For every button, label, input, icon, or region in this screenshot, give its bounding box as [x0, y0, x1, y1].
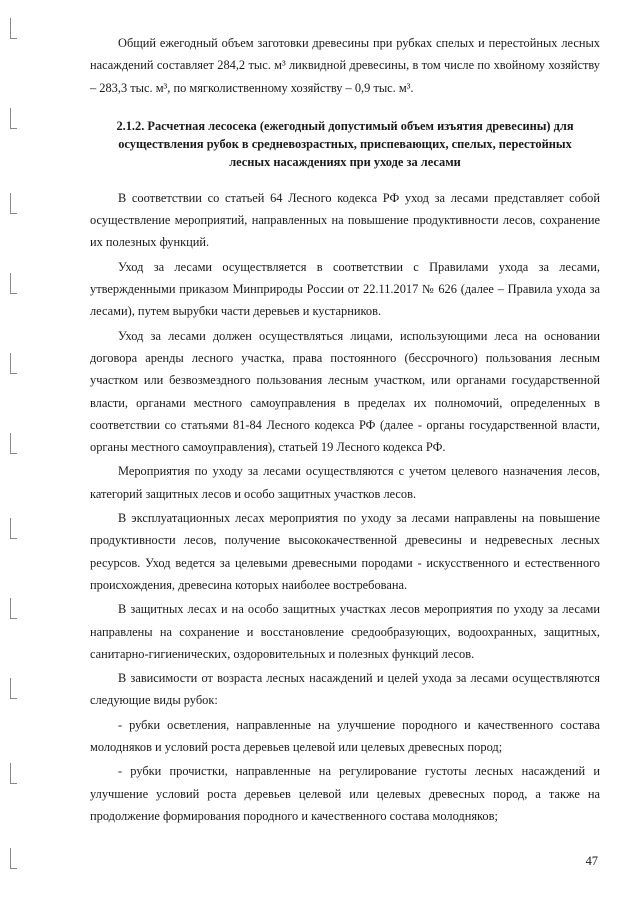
- body-paragraph: В эксплуатационных лесах мероприятия по уходу за лесами направлены на повышение продуктивности лесов, получение высококачественной древесины и недревесных лесных ресурсов. Уход ведется за целевыми древесными породами - искусственного и естественного происхождения, древесина которых наиболее востребована.: [90, 511, 600, 592]
- body-paragraph: В соответствии со статьей 64 Лесного кодекса РФ уход за лесами представляет собой осуществление мероприятий, направленных на повышение продуктивности лесов, сохранение их полезных функций.: [90, 190, 600, 250]
- body-paragraph: В зависимости от возраста лесных насаждений и целей ухода за лесами осуществляются следующие виды рубок:: [90, 671, 600, 708]
- margin-mark: [10, 598, 17, 619]
- margin-mark: [10, 518, 17, 539]
- body-paragraph: В защитных лесах и на особо защитных участках лесов мероприятия по уходу за лесами направлены на сохранение и восстановление средообразующих, водоохранных, защитных, санитарно-гигиенических, оздоровительных и полезных функций лесов.: [90, 602, 600, 661]
- margin-mark: [10, 678, 17, 699]
- margin-mark: [10, 433, 17, 454]
- margin-mark: [10, 18, 17, 39]
- margin-mark: [10, 848, 17, 869]
- list-item: - рубки осветления, направленные на улучшение породного и качественного состава молодняков и условий роста деревьев целевой или целевых древесных пород;: [90, 717, 600, 755]
- body-paragraph: Уход за лесами осуществляется в соответствии с Правилами ухода за лесами, утвержденными приказом Минприроды России от 22.11.2017 № 626 (далее – Правила ухода за лесами), путем вырубки части деревьев и кустарников.: [90, 259, 600, 319]
- intro-paragraph: Общий ежегодный объем заготовки древесины при рубках спелых и перестойных лесных насаждений составляет 284,2 тыс. м³ ликвидной древесины, в том числе по хвойному хозяйству – 283,3 тыс. м³, по мягколиственному хозяйству – 0,9 тыс. м³.: [90, 36, 600, 95]
- margin-mark: [10, 273, 17, 294]
- margin-mark: [10, 353, 17, 374]
- document-body: [90, 32, 600, 829]
- body-paragraph: Уход за лесами должен осуществляться лицами, использующими леса на основании договора аренды лесного участка, права постоянного (бессрочного) пользования лесным участком или безвозмездного пользования лесным участком, или органами государственной власти, органами местного самоуправления в пределах их полномочий, определенных в соответствии со статьями 81-84 Лесного кодекса РФ (далее - органы государственной власти, органы местного самоуправления), статьей 19 Лесного кодекса РФ.: [90, 328, 600, 455]
- list-item: - рубки прочистки, направленные на регулирование густоты лесных насаждений и улучшение условий роста деревьев целевой или целевых древесных пород, а также на продолжение формирования породного и качественного состава молодняков;: [90, 764, 600, 823]
- margin-mark: [10, 108, 17, 129]
- body-paragraph: Мероприятия по уходу за лесами осуществляются с учетом целевого назначения лесов, категорий защитных лесов и особо защитных участков лесов.: [90, 464, 600, 501]
- margin-mark: [10, 763, 17, 784]
- section-heading: 2.1.2. Расчетная лесосека (ежегодный допустимый объем изъятия древесины) для осуществления рубок в средневозрастных, приспевающих, спелых, перестойных лесных насаждениях при уходе за лесами: [116, 118, 574, 169]
- binding-margin-marks: [10, 18, 20, 888]
- page-number: 47: [585, 854, 598, 868]
- margin-mark: [10, 193, 17, 214]
